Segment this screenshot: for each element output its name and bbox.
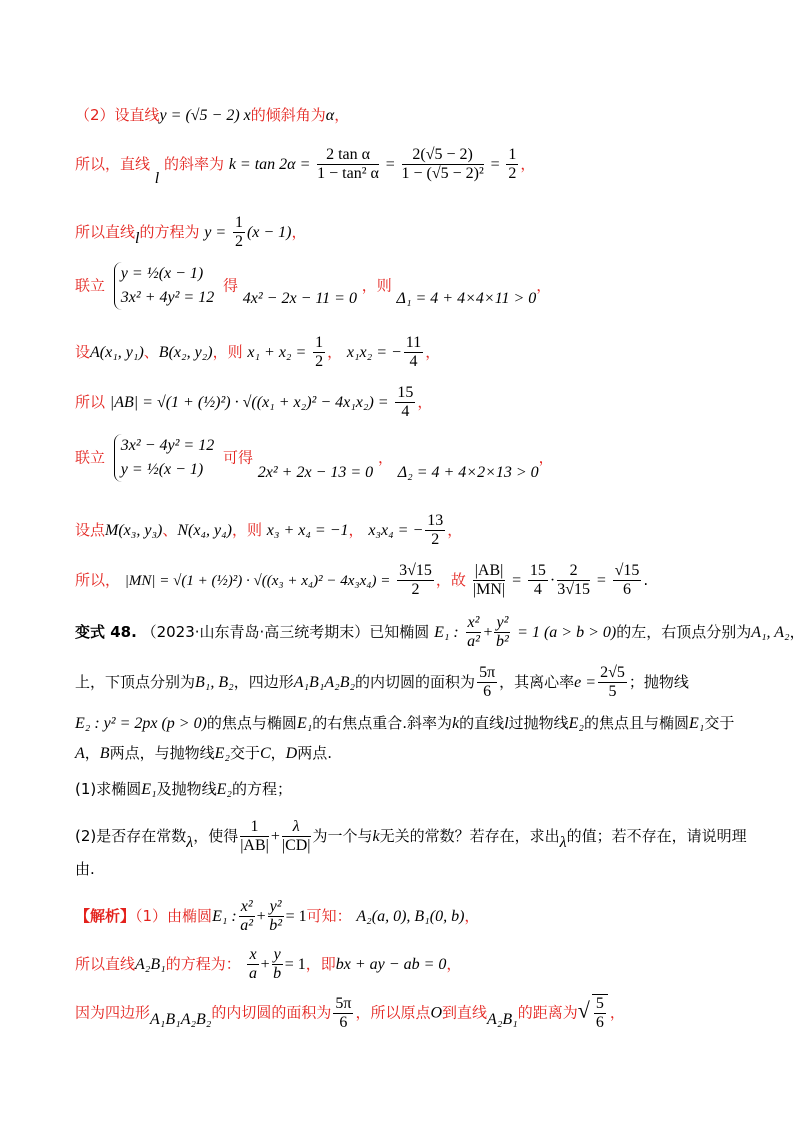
math-sum: x₃ + x₄ = −1 xyxy=(266,522,349,539)
text: ，其离心率 xyxy=(499,673,575,691)
math: E₁ xyxy=(689,715,705,732)
text: ， xyxy=(789,623,805,641)
math-quadratic: 4x² − 2x − 11 = 0 xyxy=(242,289,357,307)
fraction: $\frac{1}{2}$ xyxy=(315,334,324,370)
math-point-b: B(x₂, y₂) xyxy=(158,344,213,361)
text: 的直线 xyxy=(459,714,505,732)
text: 设点 xyxy=(75,521,106,539)
text: (1)求椭圆 xyxy=(75,780,142,798)
math: E₂ xyxy=(214,745,230,762)
math: E₁ xyxy=(296,715,313,732)
math: = 1 (a > b > 0) xyxy=(517,624,617,641)
fraction: $\frac{\text{y²}}{\text{b²}}$ xyxy=(496,614,509,650)
math-lambda: λ xyxy=(186,834,194,851)
math: e = xyxy=(574,674,597,691)
text: 的方程； xyxy=(231,780,292,798)
solution-line-1 xyxy=(75,898,740,935)
fraction: $\frac{x}{a}$ xyxy=(249,946,258,982)
math-chord-mn: |MN| = √(1 + (½)²) · √((x₃ + x₄)² − 4x₃x₄) = xyxy=(124,573,391,589)
fraction: $\frac{2√5}{5}$ xyxy=(600,664,625,700)
equation-system xyxy=(114,262,214,310)
text: ， xyxy=(609,1003,625,1022)
math-lambda: λ xyxy=(559,834,567,851)
text: ， xyxy=(536,276,552,295)
equation-system xyxy=(114,434,214,482)
text: 两点，与抛物线 xyxy=(109,744,215,762)
math: A₁B₁A₂B₂ xyxy=(150,1010,212,1028)
fraction: $\frac{5\pi}{6}$ xyxy=(479,664,496,700)
math-l: l xyxy=(135,230,140,247)
text: ， xyxy=(447,521,463,539)
equals: = xyxy=(512,572,522,589)
text: 的倾斜角为 xyxy=(250,106,326,124)
math: E₁ : xyxy=(434,624,459,641)
math: = 1 xyxy=(284,956,306,973)
math-point-m: M(x₃, y₃) xyxy=(105,522,163,539)
math: C xyxy=(259,745,271,762)
step-slope-value xyxy=(75,146,740,187)
fraction: $\frac{11}{4}$ xyxy=(405,334,422,370)
text: ， xyxy=(538,448,554,467)
math-l: l xyxy=(154,170,160,187)
math: O xyxy=(430,1004,443,1022)
text: 联立 xyxy=(75,448,106,467)
math: (x − 1) xyxy=(246,224,292,241)
text: 两点. xyxy=(297,744,332,762)
text: ，故 xyxy=(435,571,466,589)
step-mn-length xyxy=(75,562,740,599)
text: ，使得 xyxy=(193,827,239,845)
text: 、 xyxy=(162,521,178,539)
text: ， xyxy=(377,448,393,467)
text: 的方程为 xyxy=(139,223,200,241)
fraction: $\frac{2}{3√15}$ xyxy=(557,562,591,598)
math: B xyxy=(99,745,110,762)
text: 所以直线 xyxy=(75,955,136,973)
fraction: $\frac{\text{2 tan α}}{\text{1 − tan² α}}$ xyxy=(317,146,379,182)
math-chord-ab: |AB| = √(1 + (½)²) · √((x₁ + x₂)² − 4x₁x₂) = xyxy=(109,394,389,411)
plus: + xyxy=(483,624,493,641)
sqrt-sign: √ xyxy=(577,997,590,1023)
math: k xyxy=(452,715,460,732)
system-row: 3x² + 4y² = 12 xyxy=(120,289,215,306)
text: ， xyxy=(464,907,480,925)
step-ab-length xyxy=(75,384,740,421)
text: 的方程为： xyxy=(165,955,241,973)
text: 的右焦点重合.斜率为 xyxy=(312,714,453,732)
fraction: $\frac{2(√5 - 2)}{\text{1 − (√5 − 2)²}}$ xyxy=(401,146,484,182)
fraction: $\frac{5}{6}$ xyxy=(592,994,608,1032)
math-point-a: A(x₁, y₁) xyxy=(90,344,144,361)
solution-line-3 xyxy=(75,994,740,1032)
text: (2)是否存在常数 xyxy=(75,827,187,845)
fraction: $\frac{\text{x²}}{\text{a²}}$ xyxy=(467,614,480,650)
math: E₂ xyxy=(216,781,232,798)
problem-line-4 xyxy=(75,742,740,765)
text: 的值；若不存在，请说明理 xyxy=(566,827,747,845)
plus: + xyxy=(260,956,270,973)
text: 、 xyxy=(143,343,159,361)
math: A xyxy=(75,745,85,762)
math: y = xyxy=(204,224,227,241)
step-line-equation xyxy=(75,214,740,251)
plus: + xyxy=(256,908,266,925)
math: l xyxy=(504,715,509,732)
math-discriminant: Δ₁ = 4 + 4×4×11 > 0 xyxy=(396,289,537,307)
math: D xyxy=(285,745,298,762)
text: 无关的常数？若存在，求出 xyxy=(379,827,560,845)
text: （2023·山东青岛·高三统考期末）已知椭圆 xyxy=(141,623,430,641)
math: B₁, B₂ xyxy=(195,674,234,691)
fraction: $\frac{15}{4}$ xyxy=(529,562,546,598)
system-row: 3x² − 4y² = 12 xyxy=(120,437,215,454)
fraction: $\frac{1}{|AB|}$ xyxy=(240,818,269,854)
text: 交于 xyxy=(704,714,735,732)
math: A₂(a, 0), B₁(0, b) xyxy=(356,908,465,925)
math-discriminant: Δ₂ = 4 + 4×2×13 > 0 xyxy=(397,463,539,481)
text: 的斜率为 xyxy=(164,155,225,173)
plus: + xyxy=(270,828,280,845)
math-line-equation: y = (√5 − 2) x xyxy=(159,107,251,124)
math-product: x₁x₂ = − xyxy=(346,344,402,361)
math-product: x₃x₄ = − xyxy=(368,522,424,539)
text: 由. xyxy=(75,860,95,878)
text: ，则 xyxy=(212,343,243,361)
text: 过抛物线 xyxy=(508,714,569,732)
math: = 1 xyxy=(285,908,307,925)
text: 联立 xyxy=(75,276,106,295)
solution-line-2 xyxy=(75,946,740,983)
fraction: $\frac{|AB|}{|MN|}$ xyxy=(472,562,506,598)
text: . xyxy=(643,571,649,589)
fraction: $\frac{√15}{6}$ xyxy=(614,562,640,598)
text: ，则 xyxy=(232,521,263,539)
math: A₂B₁ xyxy=(135,956,166,973)
text: ， xyxy=(446,955,462,973)
text: 的内切圆的面积为 xyxy=(211,1003,332,1022)
fraction: $\frac{1}{2}$ xyxy=(234,214,243,250)
text: ，则 xyxy=(361,276,392,295)
text: ， xyxy=(520,155,536,173)
question-1 xyxy=(75,778,740,801)
text: 因为四边形 xyxy=(75,1003,151,1022)
math: E₁ xyxy=(141,781,157,798)
text: 的内切圆的面积为 xyxy=(355,673,476,691)
fraction: $\frac{15}{4}$ xyxy=(397,384,414,420)
step-roots-ab xyxy=(75,334,740,371)
text: 所以，直线 xyxy=(75,155,151,173)
text: ；抛物线 xyxy=(628,673,689,691)
solution-tag: 【解析】 xyxy=(75,907,136,925)
math: A₁B₁A₂B₂ xyxy=(293,674,356,691)
text: 所以， xyxy=(75,571,121,589)
text: ， xyxy=(425,343,441,361)
text: ， xyxy=(84,744,100,762)
text: 可知： xyxy=(306,907,352,925)
text: 上，下顶点分别为 xyxy=(75,673,196,691)
question-2 xyxy=(75,818,747,855)
math: E₁ : xyxy=(212,908,237,925)
math: k xyxy=(372,828,380,845)
text: ， xyxy=(291,223,307,241)
equals: = xyxy=(596,572,606,589)
math-k: k = tan 2α = xyxy=(228,156,311,173)
problem-line-2 xyxy=(75,664,740,701)
text: ，即 xyxy=(305,955,336,973)
text: 的焦点且与椭圆 xyxy=(584,714,690,732)
math: bx + ay − ab = 0 xyxy=(335,956,447,973)
math: A₂B₁ xyxy=(487,1010,518,1028)
text: ， xyxy=(417,393,433,411)
text: 交于 xyxy=(229,744,260,762)
step-slope-angle xyxy=(75,104,740,127)
math-alpha: α xyxy=(325,107,335,124)
step-system-2 xyxy=(75,434,740,486)
text: 到直线 xyxy=(442,1003,488,1022)
problem-line-3 xyxy=(75,712,740,735)
text: ， xyxy=(327,343,343,361)
text: ， xyxy=(348,521,364,539)
math: E₂ xyxy=(568,715,584,732)
text: ， xyxy=(270,744,286,762)
fraction: $\frac{\lambda}{|CD|}$ xyxy=(281,818,311,854)
text: ，所以原点 xyxy=(355,1003,431,1022)
math: E₂ : y² = 2px (p > 0) xyxy=(75,715,207,732)
text: 的左，右顶点分别为 xyxy=(616,623,752,641)
text: 可得 xyxy=(222,448,253,467)
fraction: $\frac{y}{b}$ xyxy=(273,946,282,982)
fraction: $\frac{\text{x²}}{\text{a²}}$ xyxy=(240,898,254,934)
math-sum: x₁ + x₂ = xyxy=(247,344,307,361)
text: ，四边形 xyxy=(233,673,294,691)
math-quadratic: 2x² + 2x − 13 = 0 xyxy=(257,463,374,481)
fraction: $\frac{\text{y²}}{\text{b²}}$ xyxy=(269,898,283,934)
text: 为一个与 xyxy=(312,827,373,845)
text: 的距离为 xyxy=(517,1003,578,1022)
text: （2）设直线 xyxy=(75,106,160,124)
text: 及抛物线 xyxy=(156,780,217,798)
fraction: $\frac{1}{2}$ xyxy=(508,146,517,182)
system-row: y = ½(x − 1) xyxy=(120,461,204,478)
text: 所以直线 xyxy=(75,223,136,241)
text: 所以 xyxy=(75,393,106,411)
equals: = xyxy=(385,156,395,173)
math-point-n: N(x₄, y₄) xyxy=(177,522,232,539)
equals: = xyxy=(490,156,500,173)
system-row: y = ½(x − 1) xyxy=(120,265,204,282)
text: （1）由椭圆 xyxy=(135,907,213,925)
problem-line-1 xyxy=(75,614,805,651)
text: ， xyxy=(334,106,350,124)
step-system-1 xyxy=(75,262,740,314)
dot: · xyxy=(549,572,556,589)
step-roots-mn xyxy=(75,512,740,549)
fraction: $\frac{5\pi}{6}$ xyxy=(335,994,352,1031)
problem-number: 变式 48. xyxy=(75,623,137,641)
fraction: $\frac{13}{2}$ xyxy=(427,512,444,548)
question-2-cont xyxy=(75,858,740,880)
text: 得 xyxy=(222,276,238,295)
text: 的焦点与椭圆 xyxy=(206,714,297,732)
text: 设 xyxy=(75,343,91,361)
math: A₁, A₂ xyxy=(751,624,790,641)
fraction: $\frac{3√15}{2}$ xyxy=(399,562,432,598)
